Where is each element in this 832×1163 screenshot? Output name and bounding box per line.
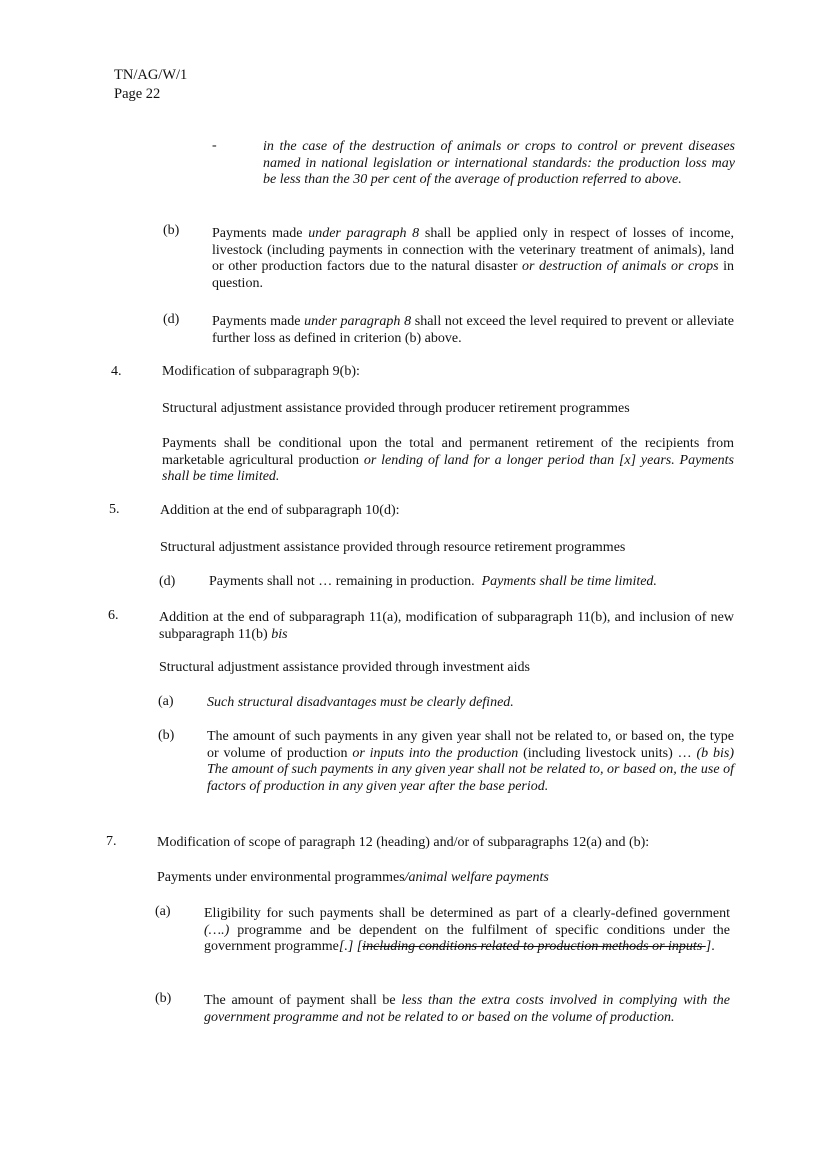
- page-number: Page 22: [114, 86, 161, 102]
- subpara-marker: (a): [155, 904, 171, 919]
- section-heading: Modification of subparagraph 9(b):: [162, 364, 360, 379]
- section-heading: Addition at the end of subparagraph 11(a), modification of subparagraph 11(b), and inclusion of new subparagraph 11(b) bis: [159, 610, 734, 642]
- section-6-subpara-b: The amount of such payments in any given year shall not be related to, or based on, the type or volume of production or inputs into the production (including livestock units) … (b bis) The amount of such payments in any given year shall not be related to, or based on, the use of factors of production in any given year after the base period.: [207, 729, 734, 794]
- section-subtitle: Structural adjustment assistance provided through investment aids: [159, 660, 530, 675]
- subpara-marker: (b): [155, 991, 172, 1006]
- subpara-3d: Payments made under paragraph 8 shall not exceed the level required to prevent or alleviate further loss as defined in criterion (b) above.: [212, 314, 735, 346]
- bullet-dash: -: [212, 138, 217, 153]
- section-heading: Addition at the end of subparagraph 10(d):: [160, 503, 400, 518]
- subpara-marker: (b): [163, 223, 180, 238]
- subpara-marker: (b): [158, 728, 175, 743]
- section-number: 7.: [106, 834, 117, 849]
- section-number: 6.: [108, 608, 119, 623]
- section-7-subpara-a: Eligibility for such payments shall be determined as part of a clearly-defined government (….) programme and be dependent on the fulfilment of specific conditions under the government programme[.] [including conditions related to production methods or inputs ].: [204, 906, 730, 954]
- section-number: 4.: [111, 364, 122, 379]
- subpara-marker: (d): [163, 312, 180, 327]
- section-7-subpara-b: The amount of payment shall be less than the extra costs involved in complying with the government programme and not be related to or based on the volume of production.: [204, 993, 730, 1025]
- subpara-3b: Payments made under paragraph 8 shall be applied only in respect of losses of income, livestock (including payments in connection with the veterinary treatment of animals), land or other production factors due to the natural disaster or destruction of animals or crops in question.: [212, 226, 735, 291]
- section-heading: Modification of scope of paragraph 12 (heading) and/or of subparagraphs 12(a) and (b):: [157, 835, 650, 850]
- section-subtitle: Structural adjustment assistance provided through producer retirement programmes: [162, 401, 630, 416]
- subpara-marker: (d): [159, 574, 176, 589]
- subpara-marker: (a): [158, 694, 174, 709]
- section-subtitle: Payments under environmental programmes/animal welfare payments: [157, 870, 549, 885]
- intro-paragraph: in the case of the destruction of animals or crops to control or prevent diseases named in national legislation or international standards: the production loss may be less than the 30 per cent of the average of production referred to above.: [263, 139, 735, 187]
- section-5-paragraph: Payments shall not … remaining in production. Payments shall be time limited.: [209, 574, 657, 589]
- section-4-paragraph: Payments shall be conditional upon the total and permanent retirement of the recipients from marketable agricultural production or lending of land for a longer period than [x] years. Payments shall be time limited.: [162, 436, 734, 484]
- section-6-subpara-a: Such structural disadvantages must be clearly defined.: [207, 695, 514, 710]
- section-subtitle: Structural adjustment assistance provided through resource retirement programmes: [160, 540, 626, 555]
- section-number: 5.: [109, 502, 120, 517]
- document-code: TN/AG/W/1: [114, 67, 188, 83]
